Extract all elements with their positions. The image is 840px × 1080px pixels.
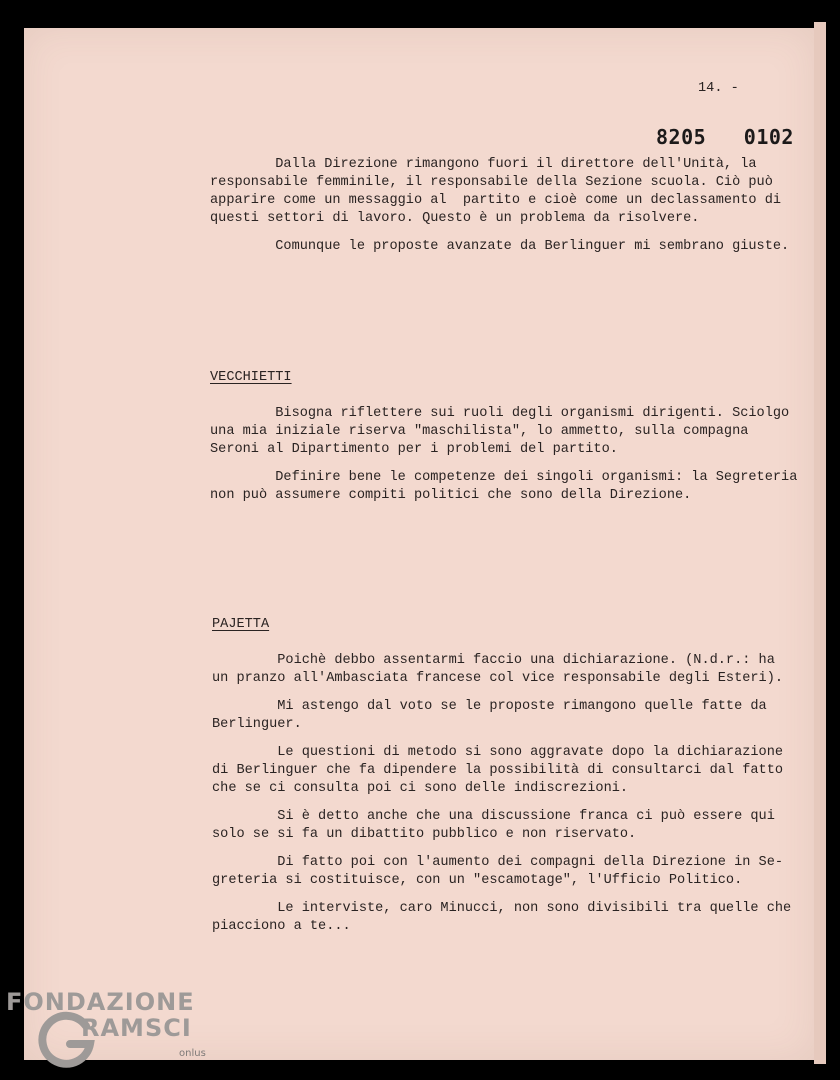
paragraph-line: Si è detto anche che una discussione franca ci può essere qui [212, 809, 775, 824]
paragraph-line: Le questioni di metodo si sono aggravate dopo la dichiarazione [212, 745, 784, 760]
paragraph-line: Comunque le proposte avanzate da Berlinguer mi sembrano giuste. [210, 239, 790, 254]
paragraph-line: apparire come un messaggio al partito e cioè come un declassamento di [210, 193, 782, 208]
paragraph-line: greteria si costituisce, con un "escamotage", l'Ufficio Politico. [212, 873, 743, 888]
paragraph-line: Dalla Direzione rimangono fuori il direttore dell'Unità, la [210, 157, 757, 172]
page-number: 14. - [698, 81, 739, 96]
paragraph-line: un pranzo all'Ambasciata francese col vice responsabile degli Esteri). [212, 671, 784, 686]
page-edge [814, 22, 826, 1064]
paragraph-line: Berlinguer. [212, 717, 302, 732]
paragraph-line: responsabile femminile, il responsabile della Sezione scuola. Ciò può [210, 175, 773, 190]
paragraph-line: Seroni al Dipartimento per i problemi del partito. [210, 442, 618, 457]
paragraph-line: questi settori di lavoro. Questo è un problema da risolvere. [210, 211, 700, 226]
paragraph-line: Le interviste, caro Minucci, non sono divisibili tra quelle che [212, 901, 792, 916]
speaker-heading-vecchietti: VECCHIETTI [210, 370, 292, 385]
paragraph-line: non può assumere compiti politici che sono della Direzione. [210, 488, 692, 503]
paragraph-line: Mi astengo dal voto se le proposte rimangono quelle fatte da [212, 699, 767, 714]
paragraph-line: Bisogna riflettere sui ruoli degli organismi dirigenti. Sciolgo [210, 406, 790, 421]
archive-stamp: 8205 0102 [656, 125, 794, 149]
paragraph-line: solo se si fa un dibattito pubblico e non riservato. [212, 827, 637, 842]
paragraph-line: piacciono a te... [212, 919, 351, 934]
paragraph-line: Poichè debbo assentarmi faccio una dichiarazione. (N.d.r.: ha [212, 653, 775, 668]
paragraph-line: una mia iniziale riserva "maschilista", lo ammetto, sulla compagna [210, 424, 749, 439]
watermark-title: FONDAZIONE [6, 988, 195, 1016]
paragraph-line: Definire bene le competenze dei singoli organismi: la Segreteria [210, 470, 798, 485]
paragraph-line: Di fatto poi con l'aumento dei compagni della Direzione in Se- [212, 855, 784, 870]
paragraph-line: di Berlinguer che fa dipendere la possibilità di consultarci dal fatto [212, 763, 784, 778]
watermark-onlus: onlus [179, 1048, 206, 1059]
fondazione-gramsci-watermark [6, 988, 211, 1078]
paragraph-line: che se ci consulta poi ci sono delle indiscrezioni. [212, 781, 629, 796]
speaker-heading-pajetta: PAJETTA [212, 617, 270, 632]
watermark-subtitle: RAMSCI [81, 1014, 192, 1042]
